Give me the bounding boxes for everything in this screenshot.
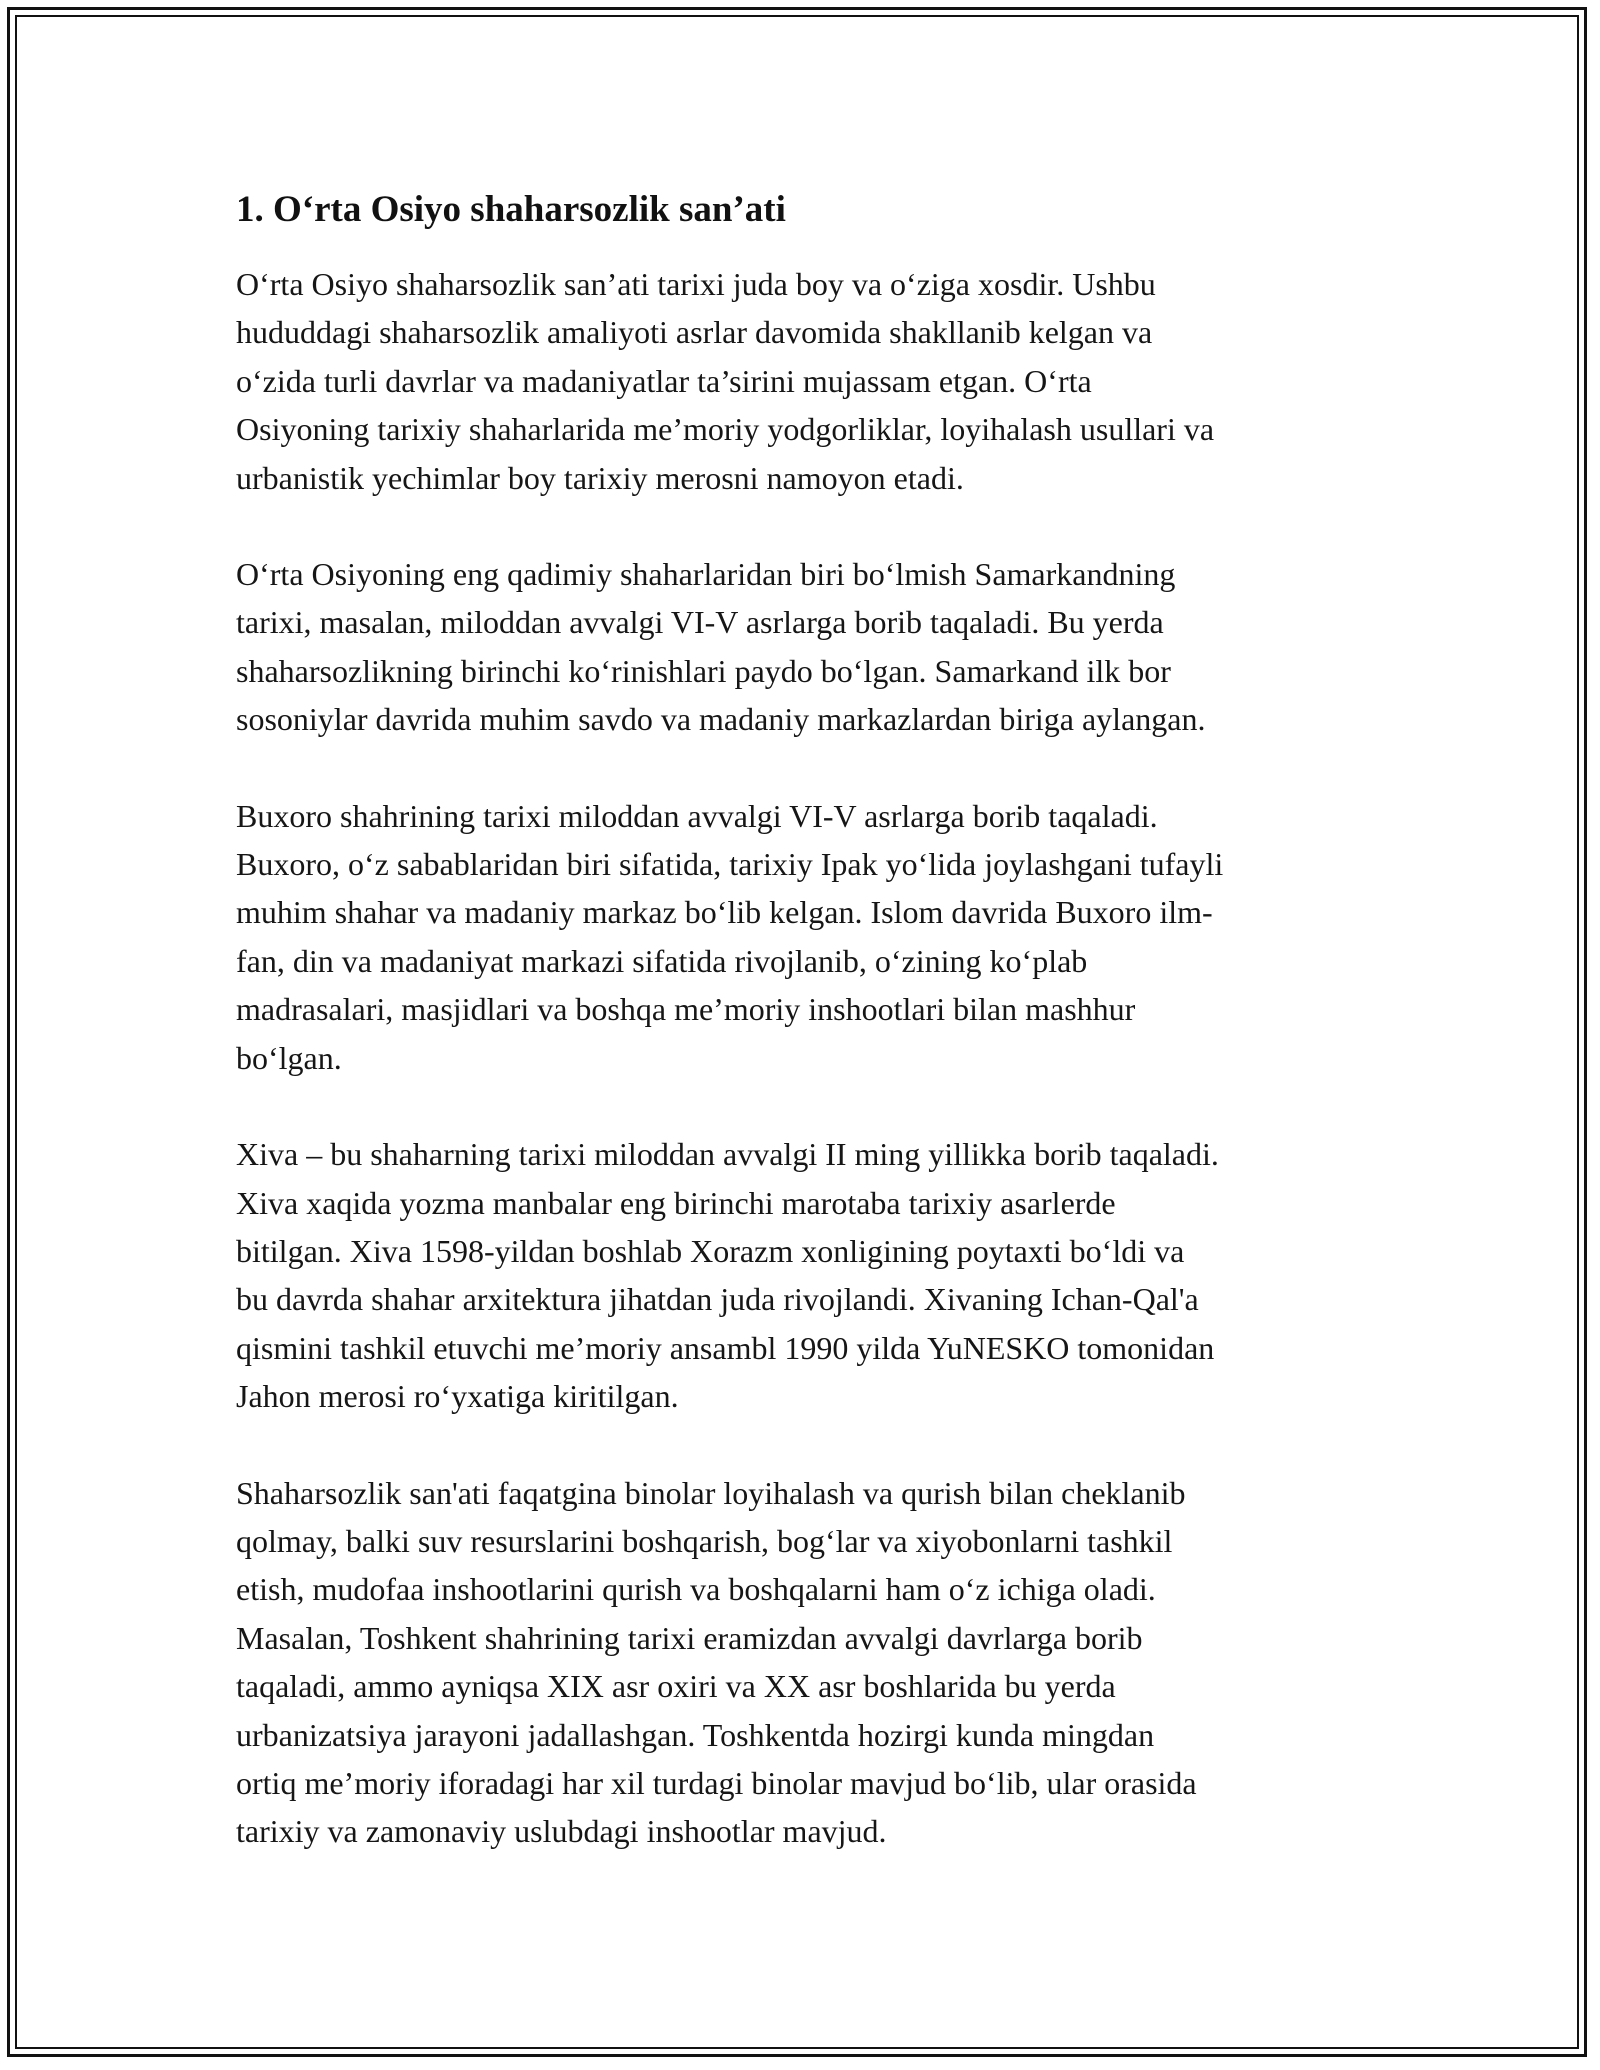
paragraph-line: etish, mudofaa inshootlarini qurish va boshqalarni ham o‘z ichiga oladi. [236, 1571, 1156, 1608]
body-paragraph [236, 550, 1376, 744]
paragraph-line: bitilgan. Xiva 1598-yildan boshlab Xorazm xonligining poytaxti bo‘ldi va [236, 1232, 1185, 1269]
paragraph-line: tarixi, masalan, miloddan avvalgi VI-V asrlarga borib taqaladi. Bu yerda [236, 604, 1164, 641]
body-paragraph [236, 1469, 1376, 1856]
paragraph-line: O‘rta Osiyo shaharsozlik san’ati tarixi juda boy va o‘ziga xosdir. Ushbu [236, 266, 1156, 302]
paragraph-line: Shaharsozlik san'ati faqatgina binolar loyihalash va qurish bilan cheklanib [236, 1474, 1186, 1511]
paragraph-line: fan, din va madaniyat markazi sifatida rivojlanib, o‘zining ko‘plab [236, 942, 1088, 979]
paragraph-line: shaharsozlikning birinchi ko‘rinishlari paydo bo‘lgan. Samarkand ilk bor [236, 652, 1171, 689]
paragraph-line: Buxoro shahrining tarixi miloddan avvalgi VI-V asrlarga borib taqaladi. [236, 797, 1158, 834]
paragraph-line: tarixiy va zamonaviy uslubdagi inshootlar mavjud. [236, 1813, 887, 1850]
paragraph-line: qismini tashkil etuvchi me’moriy ansambl 1990 yilda YuNESKO tomonidan [236, 1329, 1215, 1366]
paragraph-line: Xiva – bu shaharning tarixi miloddan avvalgi II ming yillikka borib taqaladi. [236, 1136, 1219, 1173]
section-heading: 1. O‘rta Osiyo shaharsozlik san’ati [236, 189, 786, 230]
paragraph-line: urbanistik yechimlar boy tarixiy merosni namoyon etadi. [236, 459, 964, 496]
paragraph-line: o‘zida turli davrlar va madaniyatlar ta’sirini mujassam etgan. O‘rta [236, 362, 1092, 399]
body-paragraph [236, 1130, 1376, 1420]
paragraph-line: Jahon merosi ro‘yxatiga kiritilgan. [236, 1378, 679, 1415]
paragraph-line: madrasalari, masjidlari va boshqa me’moriy inshootlari bilan mashhur [236, 991, 1136, 1028]
body-paragraph [236, 792, 1376, 1082]
paragraph-line: hududdagi shaharsozlik amaliyoti asrlar davomida shakllanib kelgan va [236, 314, 1153, 351]
paragraph-line: sosoniylar davrida muhim savdo va madaniy markazlardan biriga aylangan. [236, 701, 1206, 738]
paragraph-line: Xiva xaqida yozma manbalar eng birinchi marotaba tarixiy asarlerde [236, 1184, 1116, 1221]
paragraph-line: Osiyoning tarixiy shaharlarida me’moriy yodgorliklar, loyihalash usullari va [236, 411, 1215, 448]
paragraph-line: Masalan, Toshkent shahrining tarixi eramizdan avvalgi davrlarga borib [236, 1619, 1143, 1656]
paragraph-line: urbanizatsiya jarayoni jadallashgan. Toshkentda hozirgi kunda mingdan [236, 1716, 1155, 1753]
paragraph-line: qolmay, balki suv resurslarini boshqarish, bog‘lar va xiyobonlarni tashkil [236, 1522, 1173, 1559]
paragraph-line: Buxoro, o‘z sabablaridan biri sifatida, tarixiy Ipak yo‘lida joylashgani tufayli [236, 846, 1224, 883]
document-body [236, 186, 1376, 1904]
paragraph-line: bu davrda shahar arxitektura jihatdan juda rivojlandi. Xivaning Ichan-Qal'a [236, 1281, 1199, 1318]
paragraph-line: muhim shahar va madaniy markaz bo‘lib kelgan. Islom davrida Buxoro ilm- [236, 894, 1213, 931]
paragraph-line: bo‘lgan. [236, 1039, 342, 1076]
paragraph-list [236, 260, 1376, 1856]
body-paragraph [236, 260, 1376, 502]
paragraph-line: taqaladi, ammo ayniqsa XIX asr oxiri va XX asr boshlarida bu yerda [236, 1668, 1116, 1705]
paragraph-line: ortiq me’moriy iforadagi har xil turdagi binolar mavjud bo‘lib, ular orasida [236, 1764, 1197, 1801]
paragraph-line: O‘rta Osiyoning eng qadimiy shaharlaridan biri bo‘lmish Samarkandning [236, 556, 1176, 593]
